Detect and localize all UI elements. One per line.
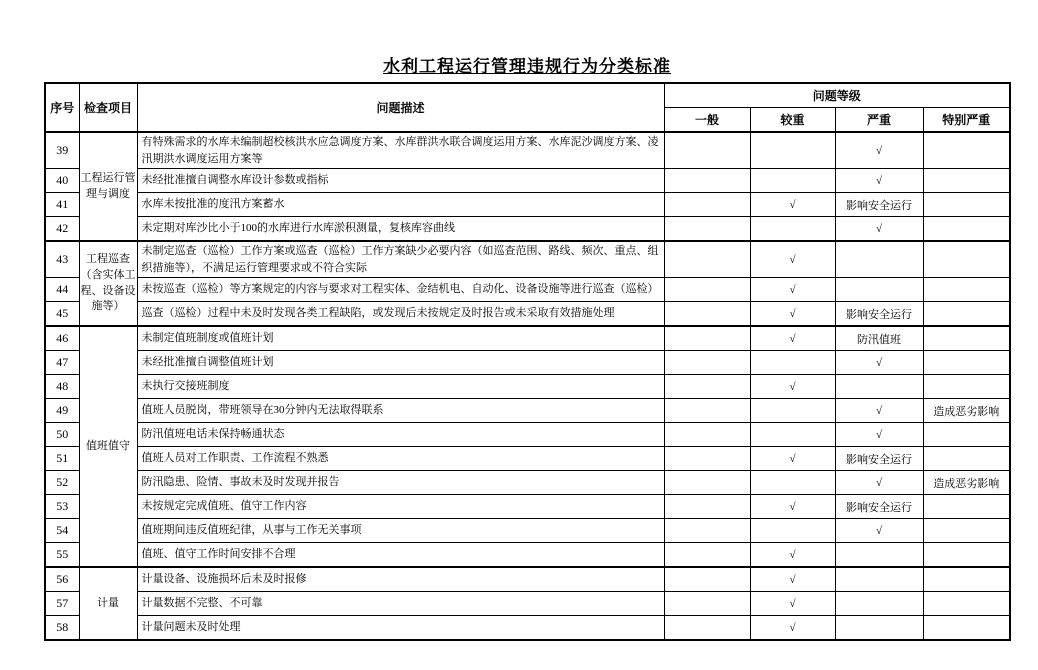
level-cell-extreme — [923, 193, 1010, 217]
row-number: 46 — [45, 326, 79, 351]
table-row — [45, 241, 1010, 278]
row-number: 39 — [45, 132, 79, 169]
level-cell-severe: √ — [835, 132, 923, 169]
level-cell-general — [664, 241, 750, 278]
violation-standards-table — [44, 82, 1011, 641]
level-cell-severe — [835, 278, 923, 302]
problem-description: 值班人员脱岗，带班领导在30分钟内无法取得联系 — [137, 399, 664, 423]
level-cell-severe: 影响安全运行 — [835, 302, 923, 327]
level-cell-general — [664, 278, 750, 302]
table-row — [45, 278, 1010, 302]
row-number: 54 — [45, 519, 79, 543]
table-row — [45, 616, 1010, 641]
col-header-no: 序号 — [45, 83, 79, 132]
problem-description: 水库未按批准的度汛方案蓄水 — [137, 193, 664, 217]
level-cell-extreme — [923, 447, 1010, 471]
level-cell-general — [664, 326, 750, 351]
table-row — [45, 399, 1010, 423]
category-cell: 值班值守 — [79, 326, 137, 567]
problem-description: 未按巡查（巡检）等方案规定的内容与要求对工程实体、金结机电、自动化、设备设施等进行巡查（巡检） — [137, 278, 664, 302]
level-cell-general — [664, 519, 750, 543]
table-row — [45, 495, 1010, 519]
col-header-level-3: 特别严重 — [923, 108, 1010, 133]
level-cell-extreme — [923, 302, 1010, 327]
level-cell-moderate — [750, 399, 835, 423]
level-cell-moderate: √ — [750, 193, 835, 217]
row-number: 51 — [45, 447, 79, 471]
table-row — [45, 169, 1010, 193]
level-cell-extreme: 造成恶劣影响 — [923, 471, 1010, 495]
table-body — [45, 132, 1010, 640]
table-row — [45, 351, 1010, 375]
level-cell-severe: √ — [835, 399, 923, 423]
level-cell-moderate — [750, 132, 835, 169]
level-cell-severe: √ — [835, 471, 923, 495]
problem-description: 巡查（巡检）过程中未及时发现各类工程缺陷，或发现后未按规定及时报告或未采取有效措施处理 — [137, 302, 664, 327]
level-cell-severe: 防汛值班 — [835, 326, 923, 351]
row-number: 47 — [45, 351, 79, 375]
table-row — [45, 567, 1010, 592]
level-cell-extreme — [923, 351, 1010, 375]
level-cell-moderate — [750, 169, 835, 193]
level-cell-extreme — [923, 592, 1010, 616]
level-cell-extreme — [923, 241, 1010, 278]
level-cell-general — [664, 399, 750, 423]
row-number: 44 — [45, 278, 79, 302]
level-cell-extreme — [923, 132, 1010, 169]
level-cell-extreme — [923, 169, 1010, 193]
table-header — [45, 83, 1010, 132]
level-cell-extreme — [923, 616, 1010, 641]
level-cell-extreme — [923, 278, 1010, 302]
level-cell-severe — [835, 375, 923, 399]
level-cell-general — [664, 193, 750, 217]
table-row — [45, 423, 1010, 447]
level-cell-general — [664, 132, 750, 169]
row-number: 41 — [45, 193, 79, 217]
level-cell-severe — [835, 592, 923, 616]
table-row — [45, 326, 1010, 351]
table-row — [45, 543, 1010, 568]
problem-description: 未经批准擅自调整水库设计参数或指标 — [137, 169, 664, 193]
problem-description: 防汛隐患、险情、事故未及时发现并报告 — [137, 471, 664, 495]
level-cell-general — [664, 616, 750, 641]
problem-description: 未按规定完成值班、值守工作内容 — [137, 495, 664, 519]
level-cell-severe — [835, 543, 923, 568]
level-cell-moderate: √ — [750, 241, 835, 278]
table-row — [45, 193, 1010, 217]
row-number: 58 — [45, 616, 79, 641]
row-number: 40 — [45, 169, 79, 193]
problem-description: 防汛值班电话未保持畅通状态 — [137, 423, 664, 447]
level-cell-extreme — [923, 567, 1010, 592]
problem-description: 值班、值守工作时间安排不合理 — [137, 543, 664, 568]
level-cell-extreme — [923, 423, 1010, 447]
problem-description: 值班人员对工作职责、工作流程不熟悉 — [137, 447, 664, 471]
table-row — [45, 519, 1010, 543]
row-number: 49 — [45, 399, 79, 423]
level-cell-severe: 影响安全运行 — [835, 495, 923, 519]
level-cell-extreme — [923, 217, 1010, 242]
level-cell-severe: 影响安全运行 — [835, 193, 923, 217]
level-cell-moderate: √ — [750, 326, 835, 351]
problem-description: 计量问题未及时处理 — [137, 616, 664, 641]
problem-description: 值班期间违反值班纪律，从事与工作无关事项 — [137, 519, 664, 543]
row-number: 42 — [45, 217, 79, 242]
level-cell-severe: √ — [835, 423, 923, 447]
level-cell-severe: √ — [835, 519, 923, 543]
row-number: 43 — [45, 241, 79, 278]
level-cell-extreme — [923, 495, 1010, 519]
level-cell-moderate: √ — [750, 447, 835, 471]
col-header-description: 问题描述 — [137, 83, 664, 132]
col-header-level-0: 一般 — [664, 108, 750, 133]
problem-description: 有特殊需求的水库未编制超校核洪水应急调度方案、水库群洪水联合调度运用方案、水库泥沙调度方案、凌汛期洪水调度运用方案等 — [137, 132, 664, 169]
row-number: 48 — [45, 375, 79, 399]
level-cell-general — [664, 543, 750, 568]
level-cell-extreme — [923, 519, 1010, 543]
category-cell: 计量 — [79, 567, 137, 640]
table-row — [45, 592, 1010, 616]
row-number: 56 — [45, 567, 79, 592]
level-cell-moderate — [750, 217, 835, 242]
level-cell-severe — [835, 616, 923, 641]
level-cell-extreme: 造成恶劣影响 — [923, 399, 1010, 423]
col-header-level-2: 严重 — [835, 108, 923, 133]
header-row-top — [45, 83, 1010, 108]
level-cell-general — [664, 495, 750, 519]
table-row — [45, 132, 1010, 169]
level-cell-moderate — [750, 351, 835, 375]
col-header-level-group: 问题等级 — [664, 83, 1010, 108]
level-cell-moderate — [750, 423, 835, 447]
level-cell-severe — [835, 567, 923, 592]
table-row — [45, 471, 1010, 495]
table-row — [45, 302, 1010, 327]
row-number: 52 — [45, 471, 79, 495]
level-cell-general — [664, 447, 750, 471]
row-number: 53 — [45, 495, 79, 519]
problem-description: 未执行交接班制度 — [137, 375, 664, 399]
level-cell-general — [664, 169, 750, 193]
category-cell: 工程巡查（含实体工程、设备设施等） — [79, 241, 137, 326]
table-row — [45, 447, 1010, 471]
level-cell-severe — [835, 241, 923, 278]
level-cell-general — [664, 302, 750, 327]
level-cell-moderate — [750, 519, 835, 543]
level-cell-extreme — [923, 326, 1010, 351]
level-cell-moderate: √ — [750, 543, 835, 568]
page-title: 水利工程运行管理违规行为分类标准 — [383, 57, 671, 76]
level-cell-general — [664, 375, 750, 399]
level-cell-moderate: √ — [750, 616, 835, 641]
row-number: 45 — [45, 302, 79, 327]
row-number: 55 — [45, 543, 79, 568]
level-cell-moderate: √ — [750, 495, 835, 519]
table-row — [45, 375, 1010, 399]
level-cell-severe: √ — [835, 217, 923, 242]
col-header-category: 检查项目 — [79, 83, 137, 132]
problem-description: 未制定值班制度或值班计划 — [137, 326, 664, 351]
level-cell-general — [664, 592, 750, 616]
level-cell-moderate: √ — [750, 567, 835, 592]
category-cell: 工程运行管理与调度 — [79, 132, 137, 241]
level-cell-general — [664, 351, 750, 375]
level-cell-general — [664, 471, 750, 495]
level-cell-severe: 影响安全运行 — [835, 447, 923, 471]
problem-description: 计量设备、设施损坏后未及时报修 — [137, 567, 664, 592]
problem-description: 未经批准擅自调整值班计划 — [137, 351, 664, 375]
level-cell-extreme — [923, 375, 1010, 399]
level-cell-severe: √ — [835, 169, 923, 193]
problem-description: 未制定巡查（巡检）工作方案或巡查（巡检）工作方案缺少必要内容（如巡查范围、路线、频次、重点、组织措施等），不满足运行管理要求或不符合实际 — [137, 241, 664, 278]
problem-description: 计量数据不完整、不可靠 — [137, 592, 664, 616]
level-cell-general — [664, 217, 750, 242]
level-cell-moderate: √ — [750, 592, 835, 616]
level-cell-extreme — [923, 543, 1010, 568]
level-cell-general — [664, 567, 750, 592]
level-cell-moderate: √ — [750, 278, 835, 302]
level-cell-moderate: √ — [750, 302, 835, 327]
row-number: 57 — [45, 592, 79, 616]
level-cell-moderate: √ — [750, 375, 835, 399]
col-header-level-1: 较重 — [750, 108, 835, 133]
level-cell-general — [664, 423, 750, 447]
level-cell-moderate — [750, 471, 835, 495]
row-number: 50 — [45, 423, 79, 447]
table-row — [45, 217, 1010, 242]
problem-description: 未定期对库沙比小于100的水库进行水库淤积测量，复核库容曲线 — [137, 217, 664, 242]
level-cell-severe: √ — [835, 351, 923, 375]
